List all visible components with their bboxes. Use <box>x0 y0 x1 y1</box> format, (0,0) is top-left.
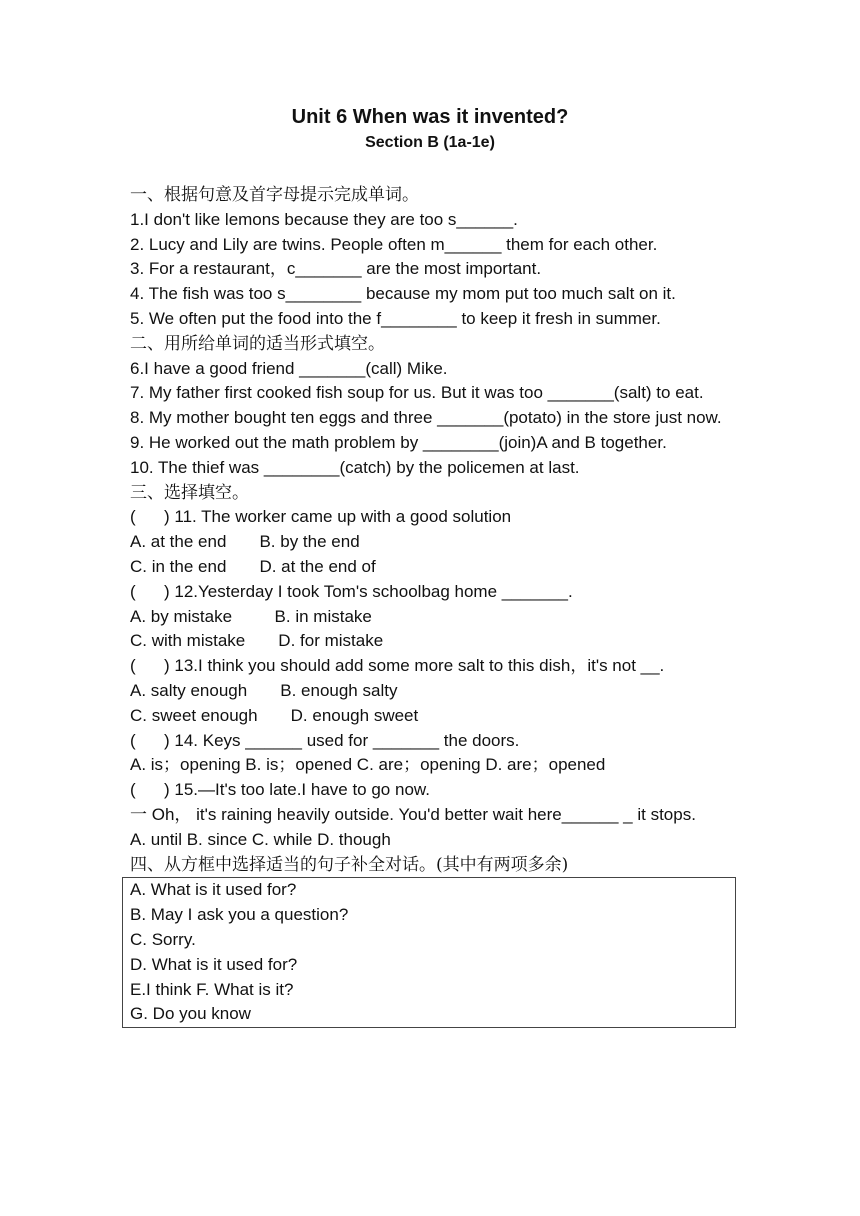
question-15-options: A. until B. since C. while D. though <box>130 829 391 849</box>
question-11: ( ) 11. The worker came up with a good solution <box>130 507 512 527</box>
box-option-a: A. What is it used for? <box>130 880 297 900</box>
box-option-d: D. What is it used for? <box>130 954 298 974</box>
worksheet-body <box>130 183 730 1028</box>
question-14-options: A. is；opening B. is；opened C. are；opening D. are；opened <box>130 755 606 775</box>
question-9: 9. He worked out the math problem by ________(join)A and B together. <box>130 432 667 452</box>
page-title: Unit 6 When was it invented? <box>291 106 569 128</box>
section-heading-3: 三、选择填空。 <box>130 482 249 503</box>
question-13-options-cd: C. sweet enough D. enough sweet <box>130 705 419 725</box>
question-2: 2. Lucy and Lily are twins. People often m______ them for each other. <box>130 234 658 254</box>
question-5: 5. We often put the food into the f________ to keep it fresh in summer. <box>130 308 661 328</box>
question-12-options-ab: A. by mistake B. in mistake <box>130 606 372 626</box>
question-11-options-ab: A. at the end B. by the end <box>130 532 360 552</box>
question-13-options-ab: A. salty enough B. enough salty <box>130 680 398 700</box>
section-heading-4: 四、从方框中选择适当的句子补全对话。(其中有两项多余) <box>130 854 569 875</box>
page-subtitle: Section B (1a-1e) <box>365 134 495 151</box>
box-option-c: C. Sorry. <box>130 929 196 949</box>
question-1: 1.I don't like lemons because they are too s______. <box>130 209 518 229</box>
question-14: ( ) 14. Keys ______ used for _______ the doors. <box>130 730 520 750</box>
section-heading-1: 一、根据句意及首字母提示完成单词。 <box>130 185 419 205</box>
question-13: ( ) 13.I think you should add some more salt to this dish，it's not __. <box>130 656 665 676</box>
box-option-g: G. Do you know <box>130 1004 251 1024</box>
question-15: ( ) 15.—It's too late.I have to go now. <box>130 780 430 800</box>
question-7: 7. My father first cooked fish soup for us. But it was too _______(salt) to eat. <box>130 383 704 403</box>
question-15-reply: 一 Oh， it's raining heavily outside. You'd better wait here______ _ it stops. <box>130 804 696 824</box>
box-option-b: B. May I ask you a question? <box>130 905 349 925</box>
box-option-ef: E.I think F. What is it? <box>130 979 294 999</box>
question-3: 3. For a restaurant，c_______ are the most important. <box>130 259 542 279</box>
section-heading-2: 二、用所给单词的适当形式填空。 <box>130 333 385 354</box>
question-12-options-cd: C. with mistake D. for mistake <box>130 631 384 651</box>
question-11-options-cd: C. in the end D. at the end of <box>130 556 376 576</box>
options-box <box>122 877 736 1028</box>
question-12: ( ) 12.Yesterday I took Tom's schoolbag home _______. <box>130 581 573 601</box>
question-8: 8. My mother bought ten eggs and three _______(potato) in the store just now. <box>130 408 722 428</box>
question-4: 4. The fish was too s________ because my mom put too much salt on it. <box>130 284 676 304</box>
question-6: 6.I have a good friend _______(call) Mike. <box>130 358 448 378</box>
question-10: 10. The thief was ________(catch) by the policemen at last. <box>130 457 580 477</box>
